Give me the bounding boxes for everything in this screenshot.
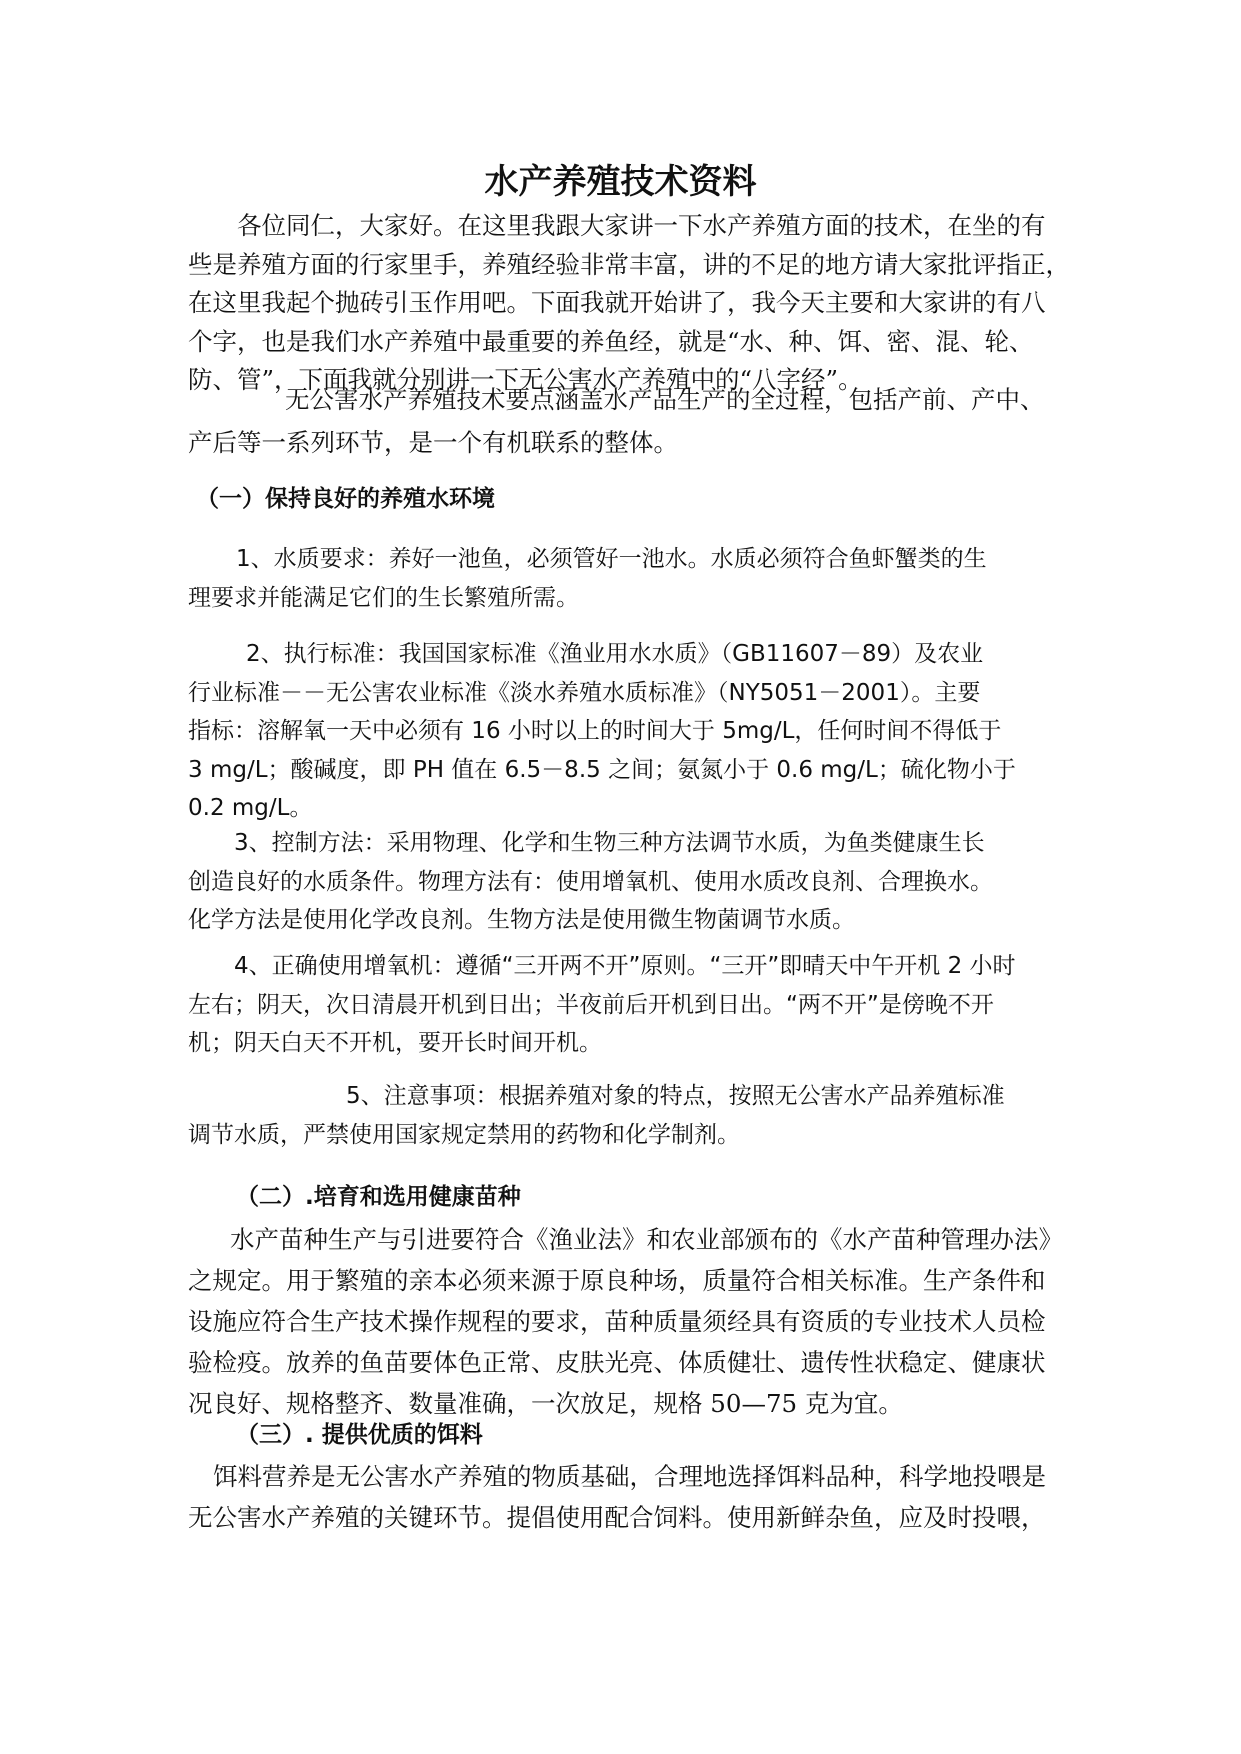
overview-paragraph [188,378,1054,464]
text-line: 创造良好的水质条件。物理方法有：使用增氧机、使用水质改良剂、合理换水。 [188,868,993,895]
text-line: 1、水质要求：养好一池鱼，必须管好一池水。水质必须符合鱼虾蟹类的生 [236,546,987,572]
text-line: 在这里我起个抛砖引玉作用吧。下面我就开始讲了，我今天主要和大家讲的有八 [188,288,1046,317]
text-line: 些是养殖方面的行家里手，养殖经验非常丰富，讲的不足的地方请大家批评指正， [188,249,1070,279]
text-line: 指标：溶解氧一天中必须有 16 小时以上的时间大于 5mg/L，任何时间不得低于 [188,718,1002,744]
intro-paragraph [188,207,1070,400]
section-heading-3: （三）. 提供优质的饵料 [236,1422,483,1448]
text-line: 理要求并能满足它们的生长繁殖所需。 [188,584,579,611]
text-line: 况良好、规格整齐、数量准确，一次放足，规格 50—75 克为宜。 [188,1389,903,1418]
section1-item-1 [188,540,1054,617]
text-line: 3 mg/L；酸碱度，即 PH 值在 6.5－8.5 之间；氨氮小于 0.6 mg/L；硫化物小于 [188,756,1016,783]
text-line: 水产苗种生产与引进要符合《渔业法》和农业部颁布的《水产苗种管理办法》 [230,1225,1063,1254]
text-line: 验检疫。放养的鱼苗要体色正常、皮肤光亮、体质健壮、遗传性状稳定、健康状 [188,1348,1046,1377]
text-line: 无公害水产养殖的关键环节。提倡使用配合饲料。使用新鲜杂鱼，应及时投喂， [188,1503,1046,1532]
section1-item-5 [188,1077,1054,1154]
text-line: 左右；阴天，次日清晨开机到日出；半夜前后开机到日出。“两不开”是傍晚不开 [188,991,994,1018]
section1-item-4 [188,947,1054,1063]
text-line: 4、正确使用增氧机：遵循“三开两不开”原则。“三开”即晴天中午开机 2 小时 [234,953,1016,979]
text-line: 防、管”，下面我就分别讲一下无公害水产养殖中的“八字经”。 [188,365,863,394]
text-line: 行业标准－－无公害农业标准《淡水养殖水质标准》（NY5051－2001）。主要 [188,679,981,706]
text-line: 个字，也是我们水产养殖中最重要的养鱼经，就是“水、种、饵、密、混、轮、 [188,326,1034,356]
text-line: 5、注意事项：根据养殖对象的特点，按照无公害水产品养殖标准 [346,1083,1005,1109]
section2-paragraph [188,1219,1063,1424]
text-line: 化学方法是使用化学改良剂。生物方法是使用微生物菌调节水质。 [188,907,855,933]
text-line: 机；阴天白天不开机，要开长时间开机。 [188,1030,602,1056]
section-heading-2: （二）.培育和选用健康苗种 [236,1184,521,1210]
text-line: 各位同仁，大家好。在这里我跟大家讲一下水产养殖方面的技术，在坐的有 [237,211,1046,240]
text-line: 调节水质，严禁使用国家规定禁用的药物和化学制剂。 [188,1121,740,1148]
text-line: 之规定。用于繁殖的亲本必须来源于原良种场，质量符合相关标准。生产条件和 [188,1266,1046,1295]
page-title: 水产养殖技术资料 [484,162,757,202]
section-heading-1: （一）保持良好的养殖水环境 [196,486,495,512]
text-line: 无公害水产养殖技术要点涵盖水产品生产的全过程，包括产前、产中、 [285,385,1045,414]
section1-item-3 [188,824,1054,940]
text-line: 设施应符合生产技术操作规程的要求，苗种质量须经具有资质的专业技术人员检 [188,1307,1046,1336]
text-line: 2、执行标准：我国国家标准《渔业用水水质》（GB11607－89）及农业 [246,641,984,667]
text-line: 产后等一系列环节，是一个有机联系的整体。 [188,428,678,457]
text-line: 饵料营养是无公害水产养殖的物质基础，合理地选择饵料品种，科学地投喂是 [213,1462,1046,1491]
section3-paragraph [188,1456,1054,1538]
text-line: 3、控制方法：采用物理、化学和生物三种方法调节水质，为鱼类健康生长 [234,830,985,856]
section1-item-2 [188,635,1054,828]
text-line: 0.2 mg/L。 [188,795,313,821]
